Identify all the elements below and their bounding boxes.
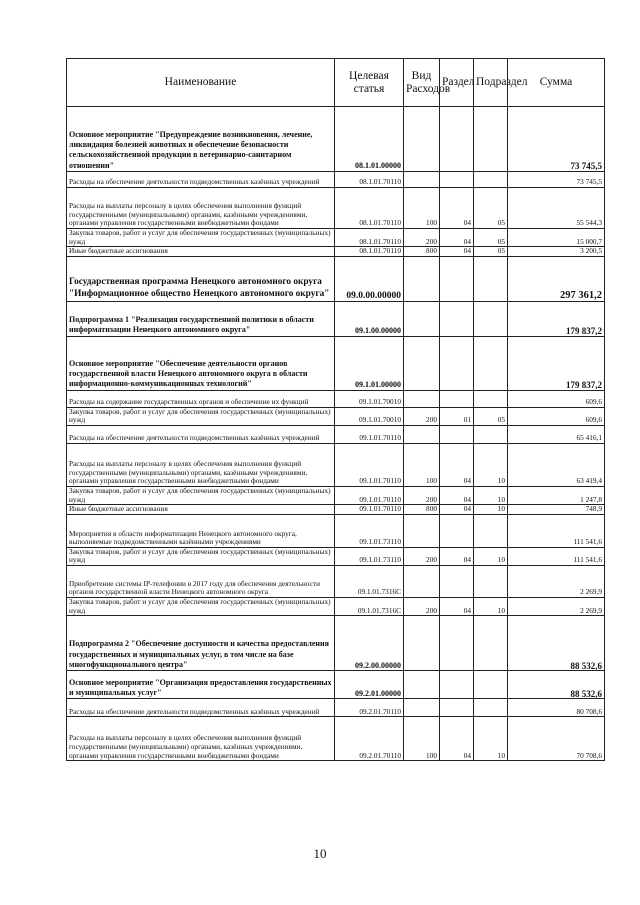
- row-section: [440, 616, 474, 671]
- row-code: 09.2.01.70110: [335, 717, 404, 761]
- row-subsection: [474, 514, 508, 547]
- row-name: Расходы на обеспечение деятельности подведомственных казённых учреждений: [67, 699, 335, 717]
- row-name: Основное мероприятие "Предупреждение возникновения, лечение, ликвидация болезней животных и обеспечение безопасности сельскохозяйственной продукции в ветеринарно-санитарном отношении": [67, 107, 335, 172]
- row-subsection: [474, 172, 508, 188]
- row-subsection: 05: [474, 247, 508, 257]
- page-number: 10: [313, 846, 327, 861]
- row-section: [440, 671, 474, 699]
- row-sum: 2 269,9: [508, 597, 605, 615]
- row-section: [440, 390, 474, 407]
- row-section: 04: [440, 505, 474, 515]
- table-row: [67, 390, 605, 407]
- row-sum: 2 269,9: [508, 565, 605, 597]
- row-sum: 179 837,2: [508, 336, 605, 390]
- row-subsection: [474, 390, 508, 407]
- row-expense-kind: [404, 256, 440, 301]
- row-code: 09.0.00.00000: [335, 256, 404, 301]
- row-code: 09.1.01.73110: [335, 514, 404, 547]
- header-name: Наименование: [67, 59, 335, 107]
- row-name: Закупка товаров, работ и услуг для обеспечения государственных (муниципальных) нужд: [67, 597, 335, 615]
- row-code: 09.1.01.70110: [335, 505, 404, 515]
- row-section: 04: [440, 443, 474, 486]
- row-subsection: 10: [474, 597, 508, 615]
- budget-table: [66, 58, 605, 761]
- row-code: 09.1.01.7316С: [335, 597, 404, 615]
- table-row: [67, 247, 605, 257]
- row-sum: 65 416,1: [508, 425, 605, 443]
- row-code: 09.1.01.70010: [335, 390, 404, 407]
- header-section: Раздел: [440, 59, 474, 107]
- row-code: 09.2.01.70110: [335, 699, 404, 717]
- row-name: Закупка товаров, работ и услуг для обеспечения государственных (муниципальных) нужд: [67, 407, 335, 425]
- row-sum: 609,6: [508, 390, 605, 407]
- table-row: [67, 229, 605, 247]
- table-row: [67, 671, 605, 699]
- row-sum: 179 837,2: [508, 301, 605, 336]
- row-subsection: [474, 425, 508, 443]
- table-row: [67, 301, 605, 336]
- row-expense-kind: 200: [404, 486, 440, 504]
- row-expense-kind: [404, 514, 440, 547]
- row-expense-kind: 800: [404, 247, 440, 257]
- row-expense-kind: [404, 390, 440, 407]
- row-subsection: [474, 256, 508, 301]
- row-expense-kind: 100: [404, 443, 440, 486]
- row-section: 04: [440, 717, 474, 761]
- row-subsection: 05: [474, 229, 508, 247]
- row-subsection: 10: [474, 486, 508, 504]
- row-expense-kind: 200: [404, 229, 440, 247]
- table-header-row: [67, 59, 605, 107]
- row-name: Закупка товаров, работ и услуг для обеспечения государственных (муниципальных) нужд: [67, 547, 335, 565]
- row-section: [440, 425, 474, 443]
- row-expense-kind: [404, 172, 440, 188]
- table-row: [67, 407, 605, 425]
- row-expense-kind: 100: [404, 717, 440, 761]
- row-section: 04: [440, 229, 474, 247]
- row-sum: 63 419,4: [508, 443, 605, 486]
- row-section: [440, 107, 474, 172]
- table-row: [67, 717, 605, 761]
- table-row: [67, 425, 605, 443]
- row-section: 04: [440, 597, 474, 615]
- table-row: [67, 443, 605, 486]
- row-name: Закупка товаров, работ и услуг для обеспечения государственных (муниципальных) нужд: [67, 486, 335, 504]
- table-row: [67, 699, 605, 717]
- row-code: 08.1.01.70110: [335, 188, 404, 229]
- row-subsection: [474, 565, 508, 597]
- header-target-article: Целевая статья: [335, 59, 404, 107]
- row-subsection: 05: [474, 407, 508, 425]
- row-name: Расходы на содержание государственных органов и обеспечение их функций: [67, 390, 335, 407]
- row-name: Расходы на обеспечение деятельности подведомственных казённых учреждений: [67, 172, 335, 188]
- row-sum: 73 745,5: [508, 107, 605, 172]
- row-expense-kind: [404, 699, 440, 717]
- row-sum: 80 708,6: [508, 699, 605, 717]
- row-code: 09.1.00.00000: [335, 301, 404, 336]
- row-sum: 88 532,6: [508, 671, 605, 699]
- row-sum: 748,9: [508, 505, 605, 515]
- row-code: 09.2.00.00000: [335, 616, 404, 671]
- row-subsection: [474, 616, 508, 671]
- row-sum: 609,6: [508, 407, 605, 425]
- table-row: [67, 505, 605, 515]
- row-sum: 111 541,6: [508, 547, 605, 565]
- row-sum: 15 000,7: [508, 229, 605, 247]
- row-section: [440, 172, 474, 188]
- row-subsection: 10: [474, 505, 508, 515]
- row-code: 08.1.01.70110: [335, 229, 404, 247]
- row-code: 09.1.01.73110: [335, 547, 404, 565]
- row-section: 04: [440, 247, 474, 257]
- row-name: Основное мероприятие "Организация предоставления государственных и муниципальных услуг": [67, 671, 335, 699]
- table-row: [67, 565, 605, 597]
- row-name: Расходы на выплаты персоналу в целях обеспечения выполнения функций государственными (муниципальными) органами, казённых учреждениями, органами управления государственными внебюджетными фондами: [67, 717, 335, 761]
- row-subsection: [474, 671, 508, 699]
- row-code: 09.2.01.00000: [335, 671, 404, 699]
- header-sum: Сумма: [508, 59, 605, 107]
- row-expense-kind: [404, 301, 440, 336]
- row-code: 09.1.01.70010: [335, 407, 404, 425]
- row-section: [440, 699, 474, 717]
- row-name: Расходы на выплаты персоналу в целях обеспечения выполнения функций государственными (муниципальными) органами, казёнными учреждениями, органами управления государственными внебюджетными фондами: [67, 188, 335, 229]
- row-sum: 88 532,6: [508, 616, 605, 671]
- row-code: 08.1.01.00000: [335, 107, 404, 172]
- table-row: [67, 256, 605, 301]
- row-expense-kind: [404, 425, 440, 443]
- row-name: Мероприятия в области информатизации Ненецкого автономного округа, выполняемые подведомственными казёнными учреждениями: [67, 514, 335, 547]
- row-section: 04: [440, 188, 474, 229]
- row-sum: 297 361,2: [508, 256, 605, 301]
- row-subsection: [474, 301, 508, 336]
- row-subsection: [474, 699, 508, 717]
- table-row: [67, 597, 605, 615]
- row-name: Подпрограмма 2 "Обеспечение доступности и качества предоставления государственных и муниципальных услуг, в том числе на базе многофункционального центра": [67, 616, 335, 671]
- row-subsection: 10: [474, 443, 508, 486]
- row-name: Иные бюджетные ассигнования: [67, 247, 335, 257]
- row-expense-kind: 200: [404, 597, 440, 615]
- row-sum: 111 541,6: [508, 514, 605, 547]
- row-code: 09.1.01.70110: [335, 425, 404, 443]
- row-section: [440, 256, 474, 301]
- row-section: [440, 301, 474, 336]
- row-section: 04: [440, 486, 474, 504]
- row-sum: 70 708,6: [508, 717, 605, 761]
- row-section: [440, 565, 474, 597]
- row-subsection: [474, 336, 508, 390]
- row-subsection: [474, 107, 508, 172]
- row-expense-kind: 200: [404, 547, 440, 565]
- row-expense-kind: [404, 616, 440, 671]
- row-expense-kind: [404, 565, 440, 597]
- row-section: [440, 336, 474, 390]
- table-row: [67, 336, 605, 390]
- row-subsection: 10: [474, 547, 508, 565]
- header-expense-kind: Вид Расходов: [404, 59, 440, 107]
- row-expense-kind: 100: [404, 188, 440, 229]
- table-row: [67, 188, 605, 229]
- table-row: [67, 172, 605, 188]
- row-sum: 1 247,8: [508, 486, 605, 504]
- row-section: 01: [440, 407, 474, 425]
- row-name: Приобретение системы IP-телефонии в 2017 году для обеспечения деятельности органов государственной власти Ненецкого автономного округа: [67, 565, 335, 597]
- row-sum: 3 200,5: [508, 247, 605, 257]
- row-expense-kind: [404, 336, 440, 390]
- row-expense-kind: 800: [404, 505, 440, 515]
- table-row: [67, 514, 605, 547]
- row-name: Расходы на выплаты персоналу в целях обеспечения выполнения функций государственными (муниципальными) органами, казёнными учреждениями, органами управления государственными внебюджетными фондами: [67, 443, 335, 486]
- row-section: 04: [440, 547, 474, 565]
- header-subsection: Подраздел: [474, 59, 508, 107]
- row-section: [440, 514, 474, 547]
- row-name: Закупка товаров, работ и услуг для обеспечения государственных (муниципальных) нужд: [67, 229, 335, 247]
- row-name: Государственная программа Ненецкого автономного округа "Информационное общество Ненецкого автономного округа": [67, 256, 335, 301]
- table-row: [67, 107, 605, 172]
- table-row: [67, 547, 605, 565]
- table-body: [67, 107, 605, 761]
- row-code: 09.1.01.00000: [335, 336, 404, 390]
- row-expense-kind: [404, 107, 440, 172]
- table-row: [67, 486, 605, 504]
- row-subsection: 10: [474, 717, 508, 761]
- row-expense-kind: [404, 671, 440, 699]
- row-name: Основное мероприятие "Обеспечение деятельности органов государственной власти Ненецкого автономного округа в области информационно-коммуникационных технологий": [67, 336, 335, 390]
- row-expense-kind: 200: [404, 407, 440, 425]
- row-name: Подпрограмма 1 "Реализация государственной политики в области информатизации Ненецкого автономного округа": [67, 301, 335, 336]
- row-subsection: 05: [474, 188, 508, 229]
- row-code: 09.1.01.70110: [335, 443, 404, 486]
- table-row: [67, 616, 605, 671]
- row-code: 09.1.01.7316С: [335, 565, 404, 597]
- row-sum: 55 544,3: [508, 188, 605, 229]
- row-code: 08.1.01.70110: [335, 247, 404, 257]
- row-name: Расходы на обеспечение деятельности подведомственных казённых учреждений: [67, 425, 335, 443]
- row-sum: 73 745,5: [508, 172, 605, 188]
- row-code: 08.1.01.70110: [335, 172, 404, 188]
- row-code: 09.1.01.70110: [335, 486, 404, 504]
- row-name: Иные бюджетные ассигнования: [67, 505, 335, 515]
